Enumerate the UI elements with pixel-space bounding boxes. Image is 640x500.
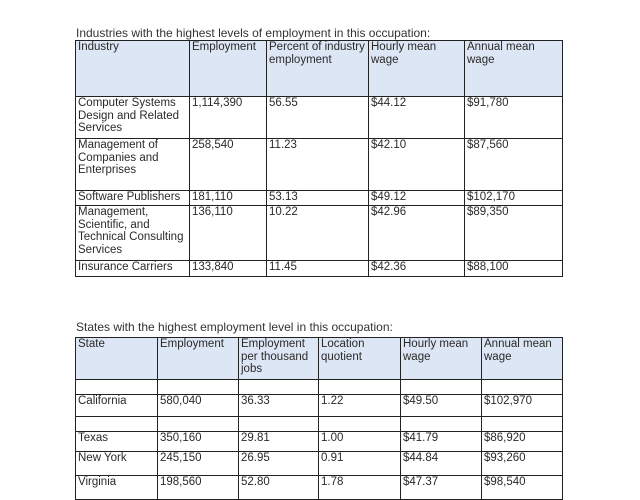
cell-hourly-wage: $49.12 bbox=[369, 191, 465, 206]
cell-annual-wage: $87,560 bbox=[465, 139, 563, 191]
spacer-row bbox=[76, 380, 563, 395]
cell-employment: 181,110 bbox=[190, 191, 267, 206]
table-row bbox=[76, 139, 563, 191]
cell-state: Virginia bbox=[76, 476, 158, 500]
cell-state: California bbox=[76, 395, 158, 417]
cell-employment: 580,040 bbox=[158, 395, 239, 417]
cell-annual-wage: $98,540 bbox=[482, 476, 563, 500]
cell-per-thousand: 29.81 bbox=[239, 432, 319, 452]
cell-hourly-wage: $44.12 bbox=[369, 97, 465, 139]
table-row bbox=[76, 432, 563, 452]
cell-percent: 10.22 bbox=[267, 206, 369, 261]
cell-hourly-wage: $44.84 bbox=[401, 452, 482, 476]
header-employment-per-thousand-jobs: Employment per thousand jobs bbox=[239, 338, 319, 380]
cell-employment: 258,540 bbox=[190, 139, 267, 191]
cell-employment: 350,160 bbox=[158, 432, 239, 452]
cell-industry: Software Publishers bbox=[76, 191, 190, 206]
header-annual-mean-wage: Annual mean wage bbox=[465, 41, 563, 97]
header-industry: Industry bbox=[76, 41, 190, 97]
cell-employment: 245,150 bbox=[158, 452, 239, 476]
cell-industry: Management of Companies and Enterprises bbox=[76, 139, 190, 191]
header-percent-of-industry-employment: Percent of industry employment bbox=[267, 41, 369, 97]
cell-state: New York bbox=[76, 452, 158, 476]
header-employment: Employment bbox=[190, 41, 267, 97]
cell-annual-wage: $86,920 bbox=[482, 432, 563, 452]
table-row bbox=[76, 206, 563, 261]
table-row bbox=[76, 261, 563, 277]
spacer-row bbox=[76, 417, 563, 432]
cell-per-thousand: 26.95 bbox=[239, 452, 319, 476]
table-row bbox=[76, 97, 563, 139]
header-hourly-mean-wage: Hourly mean wage bbox=[369, 41, 465, 97]
industries-table bbox=[75, 40, 563, 277]
cell-hourly-wage: $47.37 bbox=[401, 476, 482, 500]
cell-state: Texas bbox=[76, 432, 158, 452]
cell-hourly-wage: $41.79 bbox=[401, 432, 482, 452]
cell-annual-wage: $88,100 bbox=[465, 261, 563, 277]
cell-annual-wage: $89,350 bbox=[465, 206, 563, 261]
cell-annual-wage: $102,170 bbox=[465, 191, 563, 206]
cell-annual-wage: $102,970 bbox=[482, 395, 563, 417]
cell-percent: 56.55 bbox=[267, 97, 369, 139]
cell-hourly-wage: $49.50 bbox=[401, 395, 482, 417]
header-location-quotient: Location quotient bbox=[319, 338, 401, 380]
cell-employment: 133,840 bbox=[190, 261, 267, 277]
cell-per-thousand: 52.80 bbox=[239, 476, 319, 500]
cell-annual-wage: $93,260 bbox=[482, 452, 563, 476]
industries-caption: Industries with the highest levels of employment in this occupation: bbox=[76, 26, 431, 40]
industries-header-row bbox=[76, 41, 563, 97]
table-row bbox=[76, 452, 563, 476]
cell-industry: Computer Systems Design and Related Services bbox=[76, 97, 190, 139]
header-annual-mean-wage: Annual mean wage bbox=[482, 338, 563, 380]
cell-percent: 53.13 bbox=[267, 191, 369, 206]
cell-hourly-wage: $42.10 bbox=[369, 139, 465, 191]
cell-location-quotient: 1.78 bbox=[319, 476, 401, 500]
table-row bbox=[76, 395, 563, 417]
cell-percent: 11.23 bbox=[267, 139, 369, 191]
cell-location-quotient: 0.91 bbox=[319, 452, 401, 476]
states-table bbox=[75, 337, 563, 500]
header-state: State bbox=[76, 338, 158, 380]
cell-annual-wage: $91,780 bbox=[465, 97, 563, 139]
cell-per-thousand: 36.33 bbox=[239, 395, 319, 417]
cell-employment: 1,114,390 bbox=[190, 97, 267, 139]
header-hourly-mean-wage: Hourly mean wage bbox=[401, 338, 482, 380]
states-caption: States with the highest employment level in this occupation: bbox=[76, 320, 393, 334]
cell-employment: 136,110 bbox=[190, 206, 267, 261]
cell-percent: 11.45 bbox=[267, 261, 369, 277]
cell-industry: Management, Scientific, and Technical Consulting Services bbox=[76, 206, 190, 261]
table-row bbox=[76, 191, 563, 206]
cell-location-quotient: 1.00 bbox=[319, 432, 401, 452]
cell-industry: Insurance Carriers bbox=[76, 261, 190, 277]
cell-employment: 198,560 bbox=[158, 476, 239, 500]
header-employment: Employment bbox=[158, 338, 239, 380]
cell-hourly-wage: $42.36 bbox=[369, 261, 465, 277]
cell-location-quotient: 1.22 bbox=[319, 395, 401, 417]
states-header-row bbox=[76, 338, 563, 380]
cell-hourly-wage: $42.96 bbox=[369, 206, 465, 261]
